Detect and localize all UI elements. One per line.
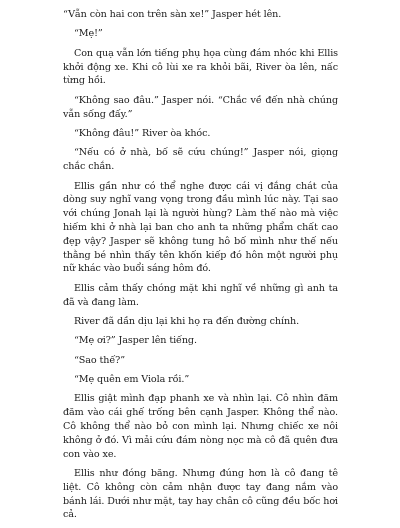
paragraph-8: Ellis cảm thấy chóng mặt khi nghĩ về những gì anh ta đã và đang làm. <box>63 282 338 308</box>
body-text <box>63 8 338 528</box>
paragraph-3: Con quạ vẫn lớn tiếng phụ họa cùng đám nhóc khi Ellis khởi động xe. Khi cô lùi xe ra khỏi bãi, River òa lên, nấc từng hồi. <box>63 47 338 87</box>
paragraph-7: Ellis gần như có thể nghe được cái vị đắng chát của dòng suy nghĩ vang vọng trong đầu mình lúc này. Tại sao với chúng Jonah lại là người hùng? Làm thế nào mà việc hiếm khi ở nhà lại ban cho anh ta những phẩm chất cao đẹp vậy? Jasper sẽ không tung hô bố mình như thế nếu thằng bé nhìn thấy tên khốn kiếp đó hôn một người phụ nữ khác vào buổi sáng hôm đó. <box>63 180 338 275</box>
paragraph-4: “Không sao đâu.” Jasper nói. “Chắc về đến nhà chúng vẫn sống đấy.” <box>63 94 338 120</box>
paragraph-2: “Mẹ!” <box>74 28 103 40</box>
paragraph-13: Ellis giật mình đạp phanh xe và nhìn lại. Cô nhìn đăm đăm vào cái ghế trống bên cạnh Jasper. Không thể nào. Cô không thể nào bỏ con mình lại. Nhưng chiếc xe nôi không ở đó. Vì mải cứu đám nòng nọc mà cô đã quên đưa con vào xe. <box>63 393 338 460</box>
paragraph-12: “Mẹ quên em Viola rồi.” <box>74 374 190 386</box>
paragraph-9: River đã dần dịu lại khi họ ra đến đường chính. <box>74 315 300 327</box>
paragraph-5: “Không đâu!” River òa khóc. <box>74 127 211 139</box>
paragraph-6: “Nếu có ở nhà, bố sẽ cứu chúng!” Jasper nói, giọng chắc chắn. <box>63 147 338 173</box>
paragraph-14: Ellis như đóng băng. Nhưng đúng hơn là cô đang tê liệt. Cô không còn cảm nhận được tay đang nắm vào bánh lái. Dưới như mặt, tay hay chân cô cũng đều bốc hơi cả. <box>63 468 338 521</box>
paragraph-11: “Sao thế?” <box>74 354 126 366</box>
paragraph-1: “Vẫn còn hai con trên sàn xe!” Jasper hét lên. <box>63 9 282 20</box>
paragraph-10: “Mẹ ơi?” Jasper lên tiếng. <box>74 335 197 347</box>
